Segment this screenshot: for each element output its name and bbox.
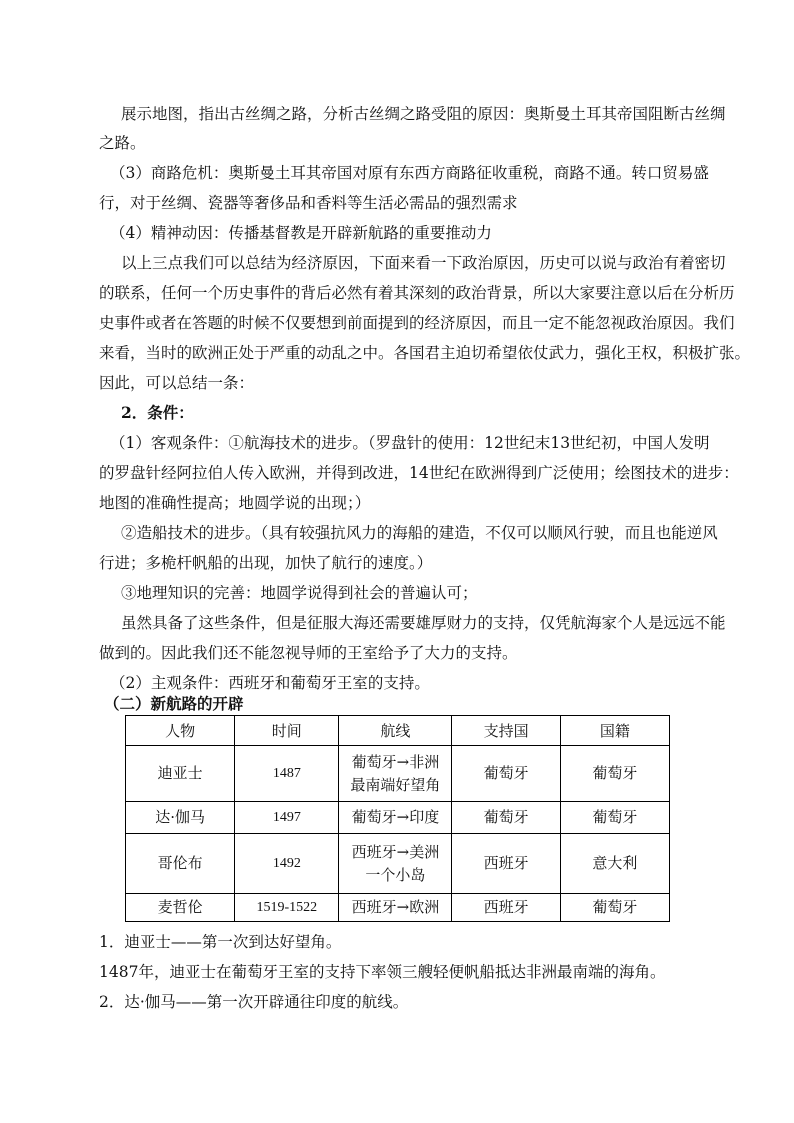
paragraph: ③地理知识的完善：地圆学说得到社会的普遍认可； (121, 584, 478, 602)
paragraph: 做到的。因此我们还不能忽视导师的王室给予了大力的支持。 (99, 644, 518, 662)
navigation-table (125, 715, 670, 922)
column-header: 时间 (235, 716, 339, 746)
cell-time: 1519-1522 (235, 894, 339, 922)
section-heading: 2．条件： (121, 403, 194, 422)
table-row (126, 834, 670, 894)
paragraph: 2．达·伽马——第一次开辟通往印度的航线。 (99, 993, 409, 1011)
paragraph: 以上三点我们可以总结为经济原因，下面来看一下政治原因，历史可以说与政治有着密切 (121, 254, 726, 272)
cell-person: 达·伽马 (126, 802, 235, 834)
paragraph: （1）客观条件：①航海技术的进步。（罗盘针的使用：12世纪末13世纪初，中国人发明 (110, 434, 710, 452)
cell-sponsor: 西班牙 (452, 834, 560, 894)
cell-nationality: 葡萄牙 (560, 746, 669, 802)
paragraph: 来看，当时的欧洲正处于严重的动乱之中。各国君主迫切希望依仗武力，强化王权，积极扩张。 (99, 344, 751, 362)
cell-person: 麦哲伦 (126, 894, 235, 922)
cell-route (339, 834, 452, 894)
cell-nationality: 意大利 (560, 834, 669, 894)
column-header: 国籍 (560, 716, 669, 746)
column-header: 支持国 (452, 716, 560, 746)
cell-sponsor: 西班牙 (452, 894, 560, 922)
paragraph: 因此，可以总结一条： (99, 374, 255, 392)
paragraph: （4）精神动因：传播基督教是开辟新航路的重要推动力 (110, 224, 492, 242)
route-line: 葡萄牙→非洲 (351, 752, 440, 771)
route-line: 最南端好望角 (350, 775, 441, 794)
table-header-row (126, 716, 670, 746)
cell-nationality: 葡萄牙 (560, 802, 669, 834)
paragraph: （3）商路危机：奥斯曼土耳其帝国对原有东西方商路征收重税，商路不通。转口贸易盛 (110, 164, 709, 182)
paragraph: 行进；多桅杆帆船的出现，加快了航行的速度。） (99, 554, 433, 572)
paragraph: 的联系，任何一个历史事件的背后必然有着其深刻的政治背景，所以大家要注意以后在分析历 (99, 284, 735, 302)
cell-nationality: 葡萄牙 (560, 894, 669, 922)
cell-sponsor: 葡萄牙 (452, 746, 560, 802)
table-row (126, 894, 670, 922)
cell-person: 迪亚士 (126, 746, 235, 802)
paragraph: 虽然具备了这些条件，但是征服大海还需要雄厚财力的支持，仅凭航海家个人是远远不能 (121, 614, 726, 632)
table-row (126, 802, 670, 834)
section-heading: （二）新航路的开辟 (104, 694, 244, 713)
paragraph: （2）主观条件：西班牙和葡萄牙王室的支持。 (110, 674, 430, 692)
route-line: 西班牙→欧洲 (351, 898, 440, 916)
cell-sponsor: 葡萄牙 (452, 802, 560, 834)
column-header: 航线 (339, 716, 452, 746)
cell-time: 1492 (235, 834, 339, 894)
paragraph: 展示地图，指出古丝绸之路，分析古丝绸之路受阻的原因：奥斯曼土耳其帝国阻断古丝绸 (121, 105, 726, 123)
paragraph: 史事件或者在答题的时候不仅要想到前面提到的经济原因，而且一定不能忽视政治原因。我们 (99, 314, 735, 332)
paragraph: 的罗盘针经阿拉伯人传入欧洲，并得到改进，14世纪在欧洲得到广泛使用；绘图技术的进步： (99, 464, 739, 482)
cell-route (339, 894, 452, 922)
route-line: 一个小岛 (365, 865, 426, 884)
paragraph: 行，对于丝绸、瓷器等奢侈品和香料等生活必需品的强烈需求 (99, 194, 518, 212)
cell-time: 1487 (235, 746, 339, 802)
cell-route (339, 746, 452, 802)
paragraph: 之路。 (99, 134, 146, 152)
column-header: 人物 (126, 716, 235, 746)
paragraph: 地图的准确性提高；地圆学说的出现；） (99, 494, 371, 512)
cell-person: 哥伦布 (126, 834, 235, 894)
paragraph: ②造船技术的进步。（具有较强抗风力的海船的建造，不仅可以顺风行驶，而且也能逆风 (121, 524, 718, 542)
table-row (126, 746, 670, 802)
paragraph: 1487年，迪亚士在葡萄牙王室的支持下率领三艘轻便帆船抵达非洲最南端的海角。 (99, 963, 666, 981)
paragraph: 1．迪亚士——第一次到达好望角。 (99, 933, 342, 951)
route-line: 葡萄牙→印度 (351, 808, 440, 826)
route-line: 西班牙→美洲 (351, 842, 440, 861)
cell-route (339, 802, 452, 834)
cell-time: 1497 (235, 802, 339, 834)
